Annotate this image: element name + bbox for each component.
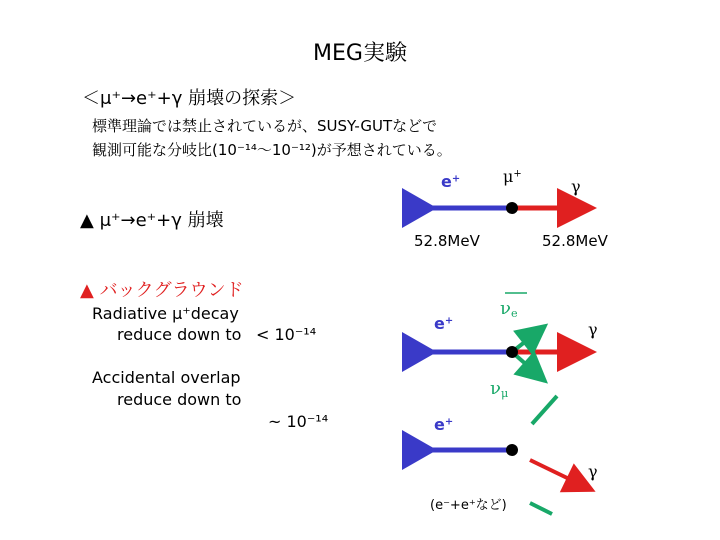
signal-decay-label: ▲ μ⁺→e⁺+γ 崩壊 xyxy=(80,210,224,231)
description-line-1: 標準理論では禁止されているが、SUSY-GUTなどで xyxy=(92,117,438,135)
nu-e-label: $\nu_e$ xyxy=(500,298,518,320)
decay-vertex xyxy=(506,202,518,214)
accidental-caption: (e⁻+e⁺など) xyxy=(430,498,507,513)
signal-positron-label: e+ xyxy=(441,172,461,191)
radiative-gamma-label: γ xyxy=(588,320,598,339)
section-heading: ＜μ⁺→e⁺+γ 崩壊の探索＞ xyxy=(82,88,297,109)
accidental-green-track xyxy=(532,396,557,424)
accidental-limit-value: ~ 10⁻¹⁴ xyxy=(268,412,329,431)
signal-diagram xyxy=(432,202,592,214)
radiative-positron-label: e+ xyxy=(434,314,454,333)
radiative-decay-text: Radiative μ⁺decay xyxy=(92,304,239,323)
radiative-vertex xyxy=(506,346,518,358)
description-line-2: 観測可能な分岐比(10⁻¹⁴～10⁻¹²)が予想されている。 xyxy=(92,141,452,159)
accidental-gamma-label: γ xyxy=(588,462,598,481)
gamma-energy-label: 52.8MeV xyxy=(542,232,608,250)
radiative-reduce-text: reduce down to xyxy=(117,325,242,344)
accidental-positron-label: e+ xyxy=(434,415,454,434)
accidental-green-stub xyxy=(530,503,552,514)
nu-mu-label: $\nu_\mu$ xyxy=(490,378,509,400)
accidental-vertex xyxy=(506,444,518,456)
background-label: ▲ バックグラウンド xyxy=(80,280,244,301)
nu-mu-arrow xyxy=(512,352,545,381)
nu-e-arrow xyxy=(512,326,545,352)
accidental-overlap-text: Accidental overlap xyxy=(92,368,241,387)
positron-energy-label: 52.8MeV xyxy=(414,232,480,250)
accidental-reduce-text: reduce down to xyxy=(117,390,242,409)
accidental-gamma-arrow xyxy=(530,460,592,490)
page-title: MEG実験 xyxy=(313,41,407,66)
signal-muon-label: μ+ xyxy=(503,167,522,186)
radiative-limit-value: < 10⁻¹⁴ xyxy=(256,325,317,344)
signal-gamma-label: γ xyxy=(571,177,581,196)
